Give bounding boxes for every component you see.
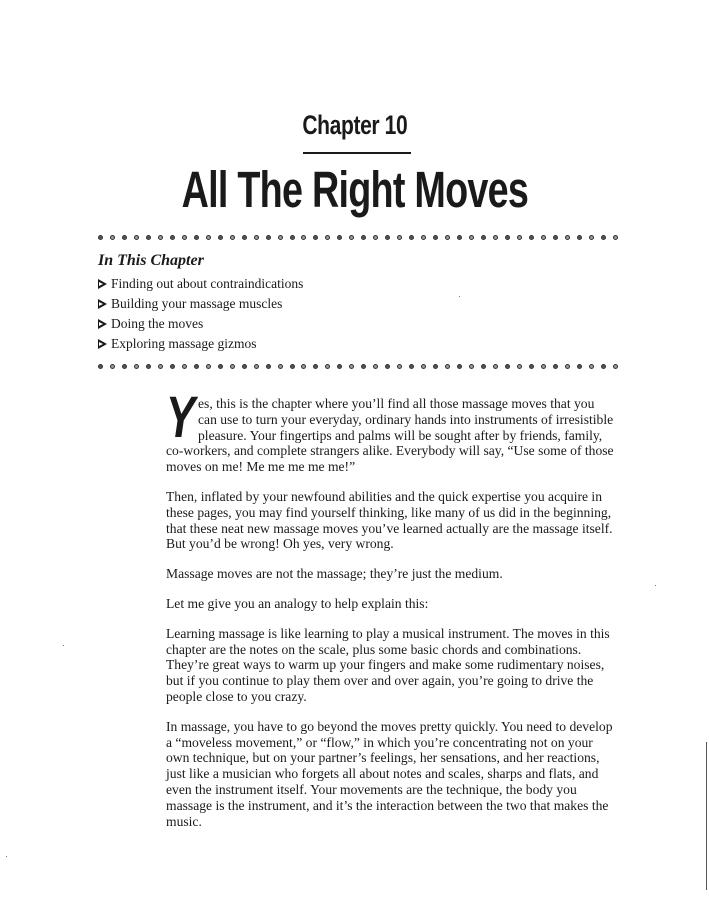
divider-dot (421, 364, 426, 369)
divider-dot (110, 235, 115, 240)
divider-dot (266, 364, 271, 369)
paragraph: Let me give you an analogy to help explain this: (166, 595, 429, 611)
triangle-bullet-icon (98, 319, 107, 329)
divider-dot (613, 364, 618, 369)
divider-dot (445, 235, 450, 240)
scan-speck (655, 585, 656, 586)
body-text (166, 385, 616, 843)
divider-dot (242, 235, 247, 240)
chapter-rule (303, 152, 411, 154)
drop-cap: Y (166, 385, 196, 450)
paragraph: Massage moves are not the massage; they’re just the medium. (166, 566, 503, 582)
divider-dot (469, 235, 474, 240)
divider-dot (541, 235, 546, 240)
divider-dot (577, 364, 582, 369)
list-item-label: Building your massage muscles (111, 296, 283, 311)
divider-dot (541, 364, 546, 369)
divider-dot (242, 364, 247, 369)
divider-dot (385, 364, 390, 369)
divider-dot (553, 364, 558, 369)
divider-dot (266, 235, 271, 240)
triangle-bullet-icon (98, 279, 107, 289)
divider-dot (301, 235, 306, 240)
list-item (98, 294, 303, 314)
divider-dot (589, 364, 594, 369)
divider-dot (517, 364, 522, 369)
divider-dot (122, 364, 127, 369)
divider-dot (421, 235, 426, 240)
divider-dot (433, 364, 438, 369)
divider-dot (577, 235, 582, 240)
divider-dot (385, 235, 390, 240)
divider-dot (565, 364, 570, 369)
divider-dot (601, 235, 606, 240)
divider-dot (337, 235, 342, 240)
divider-dot (337, 364, 342, 369)
in-this-chapter-heading: In This Chapter (98, 252, 204, 269)
divider-dot (182, 235, 187, 240)
divider-dot (230, 364, 235, 369)
divider-dot (110, 364, 115, 369)
divider-dot (373, 235, 378, 240)
divider-dot (361, 235, 366, 240)
divider-dot (218, 364, 223, 369)
divider-dot (194, 235, 199, 240)
divider-dot (170, 235, 175, 240)
divider-dot (146, 364, 151, 369)
divider-dot (409, 364, 414, 369)
divider-dot (313, 364, 318, 369)
divider-dot (481, 235, 486, 240)
divider-dot (361, 364, 366, 369)
dot-divider-bottom (98, 362, 618, 370)
chapter-label: Chapter 10 (302, 110, 408, 140)
divider-dot (290, 235, 295, 240)
divider-dot (349, 235, 354, 240)
divider-dot (290, 364, 295, 369)
divider-dot (313, 235, 318, 240)
list-item (98, 334, 303, 354)
divider-dot (613, 235, 618, 240)
divider-dot (158, 235, 163, 240)
dot-divider-top (98, 233, 618, 241)
scan-speck (459, 296, 460, 297)
paragraph: Then, inflated by your newfound abilities and the quick expertise you acquire in these pages, you may find yourself thinking, like many of us did in the beginning, that these neat new massage moves you’ve learned actually are the massage itself. But you’d be wrong! Oh yes, very wrong. (166, 488, 613, 552)
divider-dot (325, 364, 330, 369)
divider-dot (158, 364, 163, 369)
divider-dot (349, 364, 354, 369)
divider-dot (457, 364, 462, 369)
list-item (98, 314, 303, 334)
divider-dot (397, 235, 402, 240)
divider-dot (325, 235, 330, 240)
divider-dot (565, 235, 570, 240)
list-item (98, 274, 303, 294)
divider-dot (254, 235, 259, 240)
list-item-label: Exploring massage gizmos (111, 336, 257, 351)
divider-dot (469, 364, 474, 369)
divider-dot (182, 364, 187, 369)
divider-dot (457, 235, 462, 240)
scan-margin-line (706, 742, 707, 890)
divider-dot (493, 364, 498, 369)
divider-dot (397, 364, 402, 369)
chapter-title: All The Right Moves (181, 161, 529, 218)
divider-dot (206, 364, 211, 369)
divider-dot (98, 364, 103, 369)
opening-paragraph (166, 385, 616, 475)
divider-dot (481, 364, 486, 369)
divider-dot (505, 235, 510, 240)
divider-dot (301, 364, 306, 369)
divider-dot (98, 235, 103, 240)
divider-dot (194, 364, 199, 369)
divider-dot (373, 364, 378, 369)
divider-dot (589, 235, 594, 240)
opening-paragraph-text: es, this is the chapter where you’ll find all those massage moves that you can use to turn your everyday, ordinary hands into instruments of irresistible pleasure. Your fingertips and palms will be sought after by friends, family, co-workers, and complete strangers alike. Everybody will say, “Use some of those moves on me! Me me me me me!” (166, 396, 614, 475)
divider-dot (122, 235, 127, 240)
divider-dot (529, 235, 534, 240)
divider-dot (206, 235, 211, 240)
divider-dot (409, 235, 414, 240)
triangle-bullet-icon (98, 299, 107, 309)
scan-speck (63, 645, 64, 646)
divider-dot (134, 235, 139, 240)
divider-dot (601, 364, 606, 369)
list-item-label: Doing the moves (111, 316, 204, 331)
divider-dot (134, 364, 139, 369)
list-item-label: Finding out about contraindications (111, 276, 304, 291)
divider-dot (278, 235, 283, 240)
divider-dot (146, 235, 151, 240)
divider-dot (433, 235, 438, 240)
paragraph: In massage, you have to go beyond the moves pretty quickly. You need to develop a “moveless movement,” or “flow,” in which you’re concentrating not on your own technique, but on your partner’s feelings, her sensations, and her reactions, just like a musician who forgets all about notes and scales, sharps and flats, and even the instrument itself. Your movements are the technique, the body you massage is the instrument, and it’s the interaction between the two that makes the music. (166, 718, 613, 829)
divider-dot (505, 364, 510, 369)
divider-dot (278, 364, 283, 369)
scan-speck (6, 856, 7, 857)
triangle-bullet-icon (98, 339, 107, 349)
divider-dot (445, 364, 450, 369)
divider-dot (493, 235, 498, 240)
divider-dot (517, 235, 522, 240)
paragraph: Learning massage is like learning to play a musical instrument. The moves in this chapter are the notes on the scale, plus some basic chords and combinations. They’re great ways to warm up your fingers and make some rudimentary noises, but if you continue to play them over and over again, you’re going to drive the people close to you crazy. (166, 625, 610, 704)
divider-dot (218, 235, 223, 240)
divider-dot (553, 235, 558, 240)
divider-dot (230, 235, 235, 240)
chapter-contents-list (98, 274, 303, 354)
divider-dot (170, 364, 175, 369)
divider-dot (254, 364, 259, 369)
divider-dot (529, 364, 534, 369)
